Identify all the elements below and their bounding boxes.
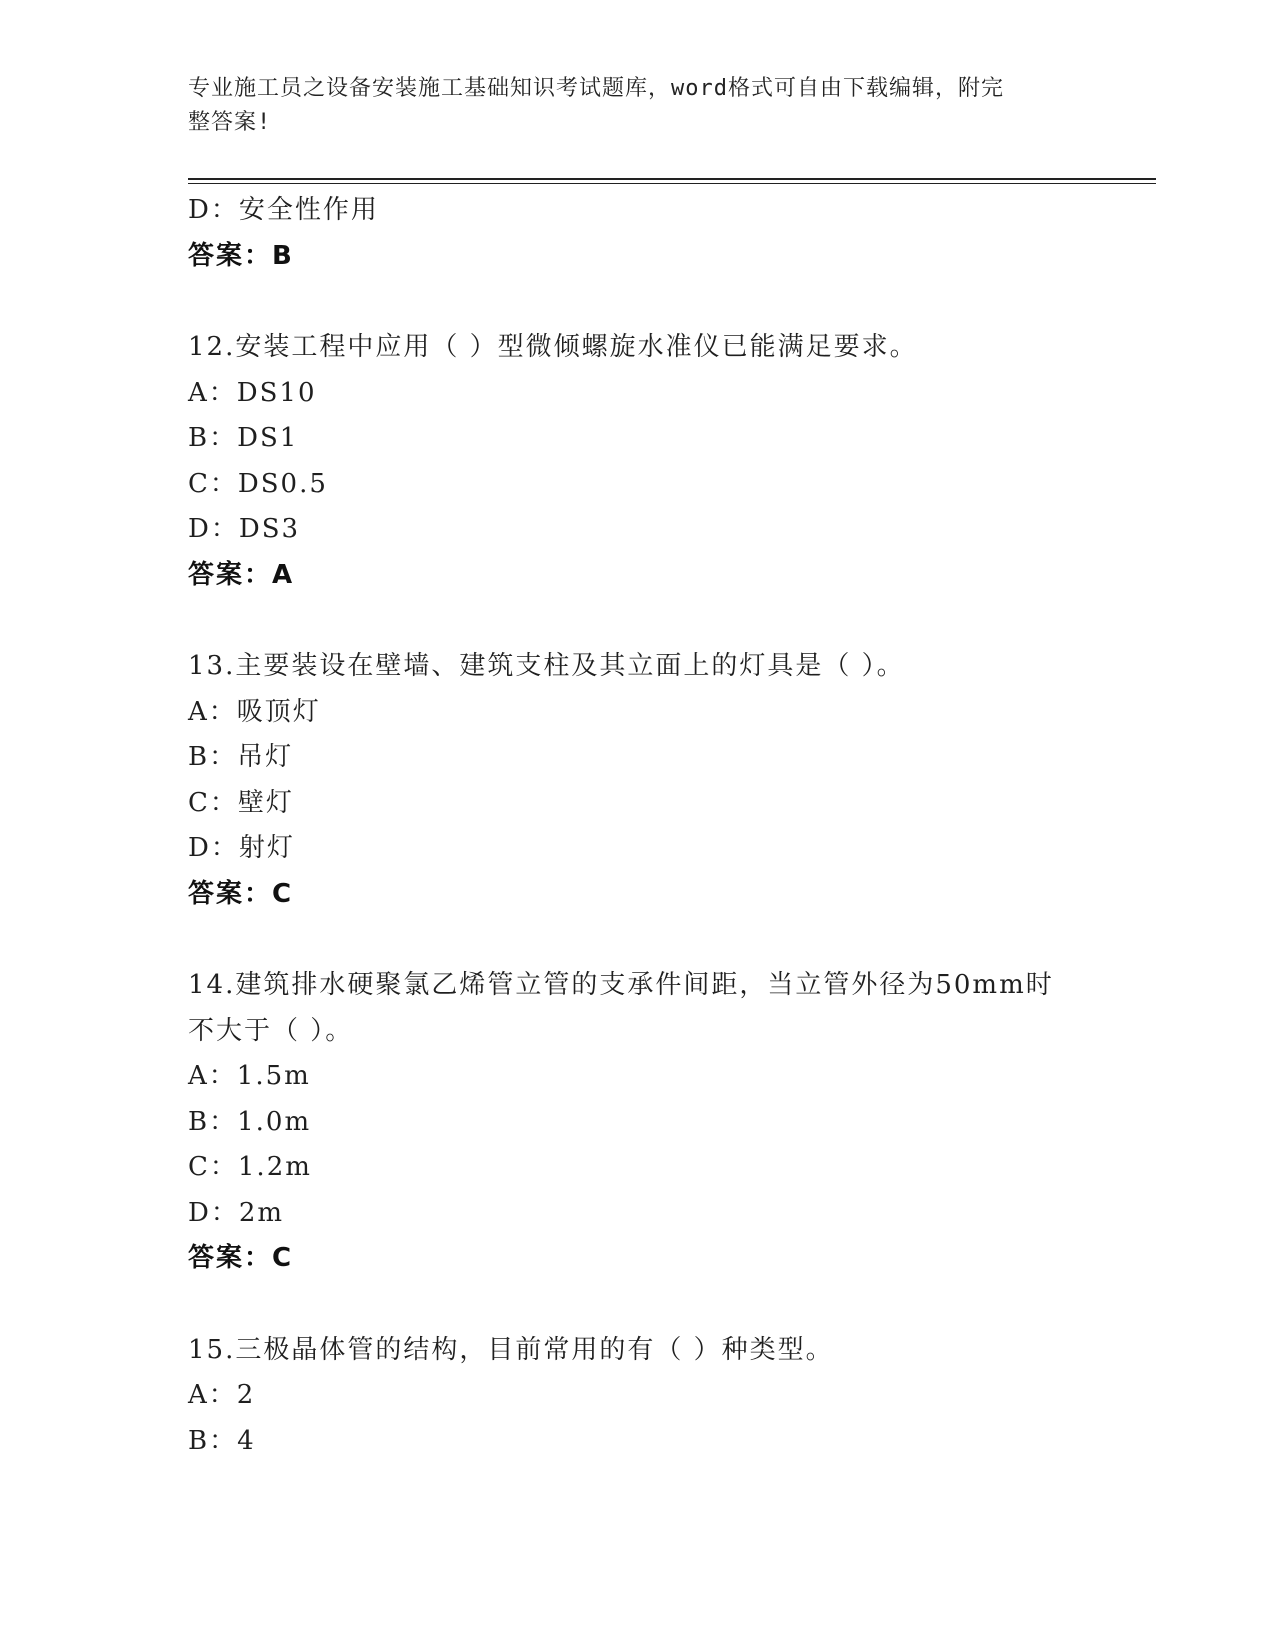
- answer: 答案：A: [188, 559, 295, 590]
- spacer: [188, 1282, 1088, 1328]
- question-stem-line-1: 14.建筑排水硬聚氯乙烯管立管的支承件间距，当立管外径为50mm时: [188, 970, 1054, 1000]
- question-14: [188, 963, 1088, 1282]
- spacer: [188, 598, 1088, 644]
- question-list: [188, 188, 1088, 1464]
- header-divider-thick: [188, 178, 1156, 180]
- option-a: A：1.5m: [188, 1061, 311, 1091]
- option-d: D：安全性作用: [188, 195, 379, 225]
- question-12: [188, 325, 1088, 598]
- document-header: [188, 72, 1068, 140]
- question-13: [188, 644, 1088, 917]
- option-a: A：吸顶灯: [188, 696, 321, 727]
- option-d: D：2m: [188, 1197, 285, 1228]
- header-line-2: 整答案!: [188, 110, 272, 135]
- option-d: D：DS3: [188, 514, 301, 544]
- question-15: [188, 1328, 1088, 1465]
- answer: 答案：B: [188, 240, 294, 271]
- question-stem: 12.安装工程中应用（ ）型微倾螺旋水准仪已能满足要求。: [188, 332, 918, 362]
- header-divider-thin: [188, 183, 1156, 184]
- option-b: B：吊灯: [188, 742, 294, 772]
- option-c: C：壁灯: [188, 787, 294, 818]
- spacer: [188, 917, 1088, 963]
- option-b: B：DS1: [188, 423, 299, 453]
- option-a: A：2: [188, 1380, 256, 1410]
- answer: 答案：C: [188, 1243, 294, 1273]
- option-c: C：1.2m: [188, 1152, 312, 1182]
- question-11-fragment: [188, 188, 1088, 279]
- option-a: A：DS10: [188, 377, 317, 408]
- spacer: [188, 279, 1088, 325]
- question-stem: 13.主要装设在壁墙、建筑支柱及其立面上的灯具是（ ）。: [188, 651, 905, 681]
- option-b: B：4: [188, 1425, 256, 1456]
- header-line-1: 专业施工员之设备安装施工基础知识考试题库，word格式可自由下载编辑，附完: [188, 76, 1004, 101]
- option-c: C：DS0.5: [188, 468, 328, 499]
- answer: 答案：C: [188, 878, 294, 909]
- option-b: B：1.0m: [188, 1106, 312, 1137]
- question-stem: 15.三极晶体管的结构，目前常用的有（ ）种类型。: [188, 1334, 834, 1365]
- option-d: D：射灯: [188, 833, 295, 863]
- question-stem-line-2: 不大于（ ）。: [188, 1015, 354, 1046]
